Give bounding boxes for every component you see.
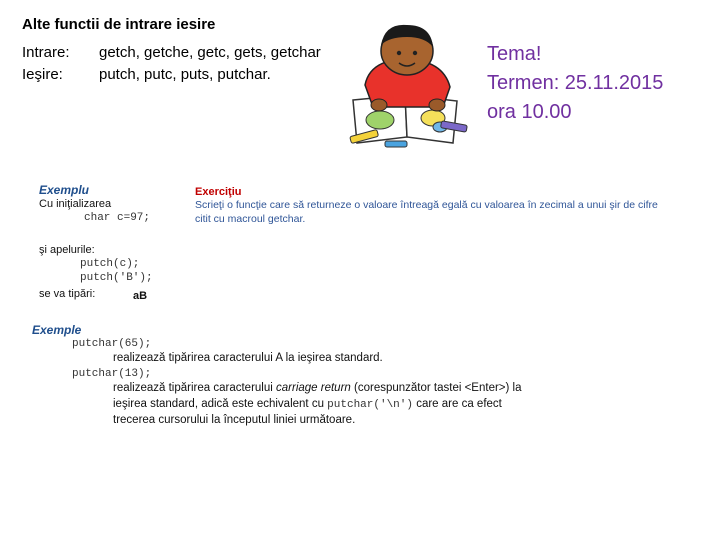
example1-call-1: putch(c);	[80, 258, 140, 270]
example2-desc-2-line-1	[113, 382, 522, 394]
example2-desc-2c: ieşirea standard, adică este echivalent cu	[113, 398, 324, 410]
example1-result-value: aB	[133, 290, 148, 302]
homework-deadline: Termen: 25.11.2015	[487, 72, 664, 94]
example2-desc-2d: care are ca efect	[416, 398, 502, 410]
exercise-text-line-2: citit cu macroul getchar.	[195, 213, 306, 225]
example2-desc-2a: realizează tipărirea caracterului	[113, 382, 273, 394]
output-label: Ieşire:	[22, 66, 63, 83]
child-drawing-illustration	[345, 15, 475, 150]
example1-init-label: Cu iniţializarea	[39, 198, 112, 210]
homework-title: Tema!	[487, 43, 542, 65]
output-functions: putch, putc, puts, putchar.	[99, 66, 271, 83]
example2-code-2: putchar(13);	[72, 368, 152, 380]
example2-desc-2b: (corespunzător tastei <Enter>) la	[354, 382, 522, 394]
example1-init-code: char c=97;	[84, 212, 151, 224]
example1-heading: Exemplu	[39, 183, 90, 197]
example2-desc-2-line-3: trecerea cursorului la începutul liniei următoare.	[113, 414, 356, 426]
example2-desc-2-line-2	[113, 398, 502, 411]
input-functions: getch, getche, getc, gets, getchar	[99, 44, 321, 61]
example2-desc-1: realizează tipărirea caracterului A la ieşirea standard.	[113, 352, 383, 364]
example2-desc-2-code: putchar('\n')	[327, 399, 413, 411]
slide-title: Alte functii de intrare iesire	[22, 16, 216, 33]
exercise-text-line-1: Scrieţi o funcţie care să returneze o valoare întreagă egală cu valoarea în zecimal a unui şir de cifre	[195, 199, 658, 211]
example2-desc-2-italic: carriage return	[276, 382, 351, 394]
exercise-heading: Exerciţiu	[195, 186, 242, 198]
homework-note	[487, 40, 663, 127]
example1-calls-label: şi apelurile:	[39, 244, 95, 256]
example1-result-label: se va tipări:	[39, 288, 96, 300]
input-label: Intrare:	[22, 44, 70, 61]
example1-call-2: putch('B');	[80, 272, 153, 284]
example2-code-1: putchar(65);	[72, 338, 152, 350]
homework-time: ora 10.00	[487, 101, 572, 123]
example2-heading: Exemple	[32, 323, 82, 337]
